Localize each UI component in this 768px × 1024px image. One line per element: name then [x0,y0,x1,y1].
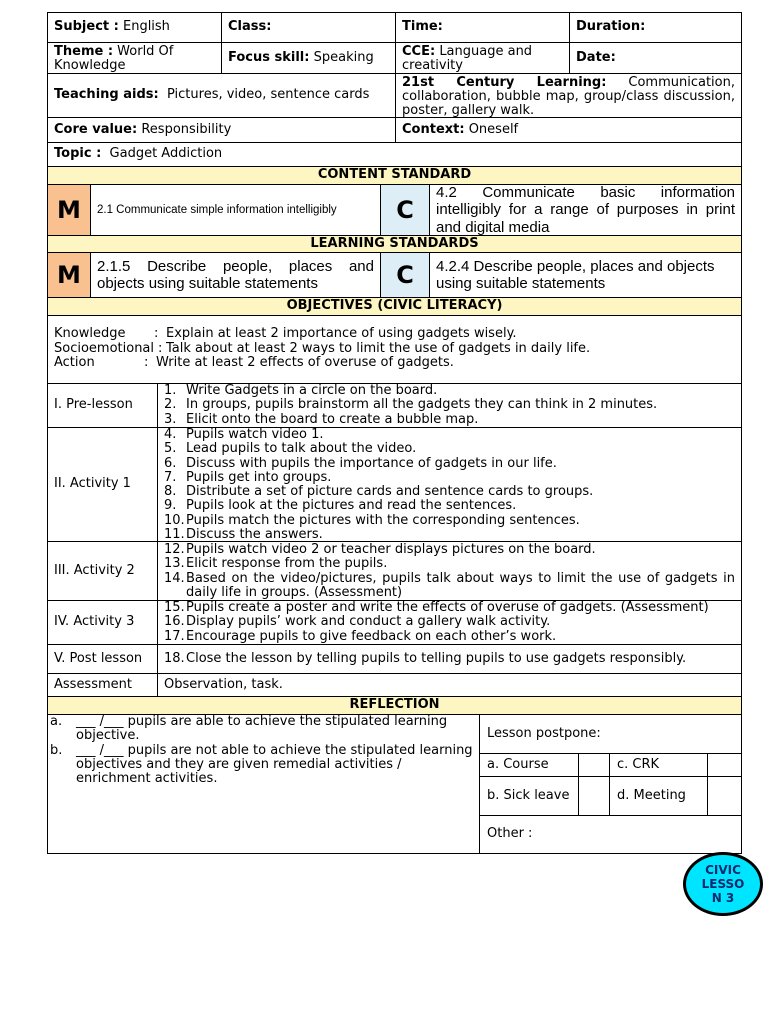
step-text: Pupils look at the pictures and read the sentences. [186,498,517,514]
step-text: Based on the video/pictures, pupils talk about ways to limit the use of gadgets in daily life in groups. (Assessment) [186,570,735,600]
assessment-row [47,674,742,697]
objectives-band [47,298,742,316]
reflection-notes [48,715,480,853]
step [164,652,735,666]
header-row-1 [47,12,742,43]
assessment-value: Observation, task. [164,676,283,692]
step-text: Pupils get into groups. [186,469,332,485]
step-text: Elicit response from the pupils. [186,556,388,572]
step-text: Display pupils’ work and conduct a gallery walk activity. [186,614,551,630]
learning-c-letter: C [381,253,430,297]
c21-cell [396,74,741,117]
stage-name: I. Pre-lesson [48,384,158,427]
reflection-title: REFLECTION [48,697,741,714]
step-number: 8. [164,484,177,500]
step-text: Discuss the answers. [186,527,323,543]
subject-cell [48,13,222,42]
c21-value: Communication, collaboration, bubble map, group/class discussion, poster, gallery walk. [402,75,735,118]
step [164,557,735,571]
context-value: Oneself [468,121,519,137]
learning-m-text: 2.1.5 Describe people, places and objects using suitable statements [91,253,381,297]
step-number: 5. [164,441,177,457]
topic-row [47,143,742,167]
theme-cell [48,43,222,73]
objectives-row [47,316,742,384]
objective-socioemotional [54,342,735,357]
stage-name: III. Activity 2 [48,542,158,600]
aids-label: Teaching aids: [54,87,159,103]
objective-sep: : [144,355,149,370]
step-text: Elicit onto the board to create a bubble map. [186,411,479,427]
subject-value: English [122,19,170,35]
learning-standards-band [47,236,742,253]
class-cell [222,13,396,42]
header-row-2 [47,43,742,74]
core-value-cell [48,118,396,142]
step-text: Pupils watch video 1. [186,427,324,442]
objective-action [54,356,735,371]
class-label: Class: [228,19,272,35]
step [164,471,735,485]
objective-label: Knowledge [54,326,126,341]
content-m-letter: M [48,185,91,235]
step-number: 4. [164,427,177,442]
stage-row-post-lesson [47,645,742,674]
reflection-item-b [50,744,475,787]
item-letter: a. [50,714,63,729]
stage-name: II. Activity 1 [48,428,158,541]
step [164,457,735,471]
cce-cell [396,43,570,73]
step-text: Lead pupils to talk about the video. [186,441,417,457]
stage-name: IV. Activity 3 [48,601,158,644]
course-label: a. Course [480,754,579,776]
sick-leave-label: b. Sick leave [480,777,579,815]
step-number: 10. [164,512,185,528]
context-cell [396,118,741,142]
theme-label: Theme : [54,44,114,59]
step-text: Discuss with pupils the importance of gadgets in our life. [186,455,557,471]
objective-text: Explain at least 2 importance of using gadgets wisely. [166,326,517,341]
step-number: 12. [164,542,185,557]
topic-label: Topic : [54,146,102,162]
theme-value: World Of Knowledge [54,44,174,73]
objective-text: Talk about at least 2 ways to limit the use of gadgets in daily life. [166,340,591,356]
reflection-item-a [50,715,475,744]
objective-knowledge [54,327,735,342]
learning-standards-title: LEARNING STANDARDS [48,236,741,252]
duration-label: Duration: [576,19,646,35]
reflection-band [47,697,742,715]
postpone-panel [480,715,741,853]
step-text: Encourage pupils to give feedback on each other’s work. [186,628,557,644]
item-letter: b. [50,742,63,758]
lesson-plan [47,12,742,854]
time-cell [396,13,570,42]
date-label: Date: [576,49,616,65]
step [164,601,735,615]
sick-leave-checkbox[interactable] [579,777,610,815]
step [164,442,735,456]
context-label: Context: [402,121,465,137]
step [164,384,735,398]
header-row-4 [47,118,742,143]
objectives-title: OBJECTIVES (CIVIC LITERACY) [48,298,741,315]
step-text: In groups, pupils brainstorm all the gadgets they can think in 2 minutes. [186,397,658,413]
step [164,528,735,542]
step-number: 16. [164,614,185,630]
learning-m-letter: M [48,253,91,297]
step-text: Write Gadgets in a circle on the board. [186,383,438,398]
step-number: 3. [164,411,177,427]
objective-sep: : [154,326,159,341]
badge-text: CIVIC LESSON 3 [701,863,745,905]
step [164,499,735,513]
step [164,428,735,442]
stage-steps [158,542,741,600]
aids-cell [48,74,396,117]
step-text: Distribute a set of picture cards and sentence cards to groups. [186,484,594,500]
reflection-row [47,715,742,854]
objectives-cell [48,316,741,383]
duration-cell [570,13,741,42]
content-m-text: 2.1 Communicate simple information intelligibly [91,185,381,235]
step-text: Pupils watch video 2 or teacher displays pictures on the board. [186,542,596,557]
aids-value: Pictures, video, sentence cards [166,87,370,103]
stage-row-activity-2 [47,542,742,601]
item-text: ___ /___ pupils are able to achieve the stipulated learning objective. [76,714,448,744]
step-number: 18. [164,650,185,666]
step-number: 1. [164,383,177,398]
postpone-row-1 [480,754,741,777]
objective-sep: : [158,340,163,356]
stage-steps [158,428,741,541]
focus-value: Speaking [313,49,374,65]
stage-row-activity-3 [47,601,742,645]
objective-label: Action [54,355,95,370]
step [164,615,735,629]
learning-standards-row [47,253,742,298]
content-standard-band [47,167,742,185]
stage-row-activity-1 [47,428,742,542]
step [164,572,735,601]
stage-steps [158,645,741,673]
header-row-3 [47,74,742,118]
topic-cell [48,143,741,166]
content-c-letter: C [381,185,430,235]
objective-label: Socioemotional [54,340,155,356]
step [164,543,735,557]
c21-label: 21st Century Learning: [402,75,607,90]
step-number: 9. [164,498,177,514]
assessment-label: Assessment [48,674,158,696]
step-text: Close the lesson by telling pupils to telling pupils to use gadgets responsibly. [186,650,687,666]
step [164,485,735,499]
step [164,630,735,644]
core-value: Responsibility [141,121,232,137]
stage-steps [158,601,741,644]
learning-c-text: 4.2.4 Describe people, places and objects using suitable statements [436,257,715,292]
objective-text: Write at least 2 effects of overuse of gadgets. [156,355,454,370]
cce-value: Language and creativity [402,44,533,73]
core-label: Core value: [54,121,138,137]
step-text: Pupils create a poster and write the effects of overuse of gadgets. (Assessment) [186,600,709,615]
step-number: 15. [164,600,185,615]
step [164,413,735,427]
postpone-row-2 [480,777,741,816]
step-number: 17. [164,628,185,644]
cce-label: CCE: [402,44,436,59]
focus-label: Focus skill: [228,49,310,65]
meeting-checkbox[interactable] [708,777,741,815]
step-text: Pupils match the pictures with the corresponding sentences. [186,512,580,528]
other-label: Other : [487,826,533,842]
step-number: 6. [164,455,177,471]
date-cell [570,43,741,73]
course-checkbox[interactable] [579,754,610,776]
step [164,398,735,412]
topic-value: Gadget Addiction [109,146,223,162]
step-number: 11. [164,527,185,543]
subject-label: Subject : [54,19,119,35]
postpone-label: Lesson postpone: [480,715,741,754]
content-standard-title: CONTENT STANDARD [48,167,741,184]
step-number: 13. [164,556,185,572]
crk-checkbox[interactable] [708,754,741,776]
content-standard-row [47,185,742,236]
step [164,514,735,528]
step-number: 7. [164,469,177,485]
step-number: 14. [164,570,185,586]
crk-label: c. CRK [610,754,708,776]
step-number: 2. [164,397,177,413]
stage-row-pre-lesson [47,384,742,428]
item-text: ___ /___ pupils are not able to achieve the stipulated learning objectives and they are given remedial activities / enrichment activities. [76,742,473,787]
civic-lesson-badge [683,852,763,916]
content-c-text: 4.2 Communicate basic information intelligibly for a range of purposes in print and digital media [436,184,735,236]
meeting-label: d. Meeting [610,777,708,815]
stage-steps [158,384,741,427]
focus-cell [222,43,396,73]
time-label: Time: [402,19,443,35]
stage-name: V. Post lesson [48,645,158,673]
